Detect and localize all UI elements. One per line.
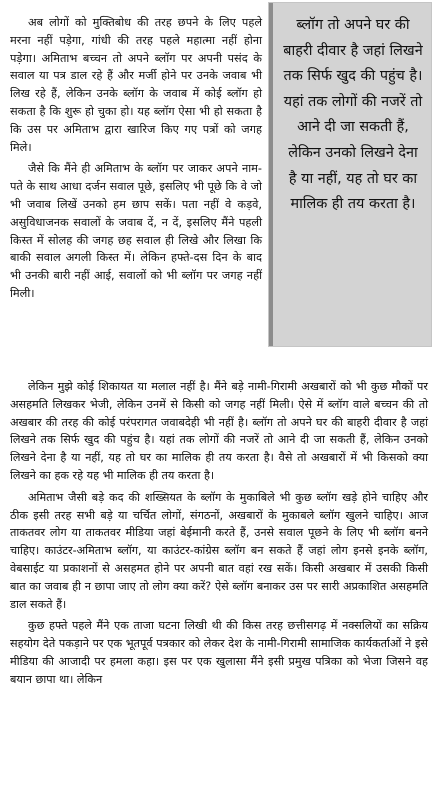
article-body-full-width — [10, 378, 428, 689]
paragraph-2: जैसे कि मैंने ही अमिताभ के ब्लॉग पर जाकर अपने नाम-पते के साथ आधा दर्जन सवाल पूछे, इसलिए भी पूछे कि वे जो भी जवाब लिखें उनको हम छाप सकें। पता नहीं वे कड़वे, असुविधाजनक सवालों के जवाब दें, न दें, इसलिए मैंने पहली किस्त में सोलह की जगह छह सवाल ही लिखे और लिखा कि बाकी सवाल अगली किस्त में। लेकिन हफ्ते-दस दिन के बाद भी उनकी बारी नहीं आई, सवालों को भी ब्लॉग पर जगह नहीं मिली। — [10, 162, 262, 300]
pullquote-box — [268, 2, 432, 347]
pullquote-accent-bar — [269, 3, 273, 346]
article-column — [10, 14, 262, 303]
pullquote-text: ब्लॉग तो अपने घर की बाहरी दीवार है जहां लिखने तक सिर्फ खुद की पहुंच है। यहां तक लोगों की नजरें तो आने दी जा सकती हैं, लेकिन उनको लिखने देना है या नहीं, यह तो घर का मालिक ही तय करता है। — [283, 17, 423, 213]
paragraph-3: लेकिन मुझे कोई शिकायत या मलाल नहीं है। मैंने बड़े नामी-गिरामी अखबारों को भी कुछ मौकों पर असहमति लिखकर भेजी, लेकिन उनमें से किसी को जगह नहीं मिली। ऐसे में ब्लॉग वाले बच्चन की तो अखबार की तरह की कोई परंपरागत जवाबदेही भी नहीं है। ब्लॉग तो अपने घर की बाहरी दीवार है जहां लिखने तक सिर्फ खुद की पहुंच है। यहां तक लोगों की नजरें तो आने दी जा सकती हैं, लेकिन उनको लिखने देना है या नहीं, यह तो घर का मालिक ही तय करता है। वैसे तो अखबारों में भी किसको क्या लिखने का हक रहे यह भी मालिक ही तय करता है। — [10, 380, 428, 482]
paragraph-1: अब लोगों को मुक्तिबोध की तरह छपने के लिए पहले मरना नहीं पड़ेगा, गांधी की तरह पहले महात्मा नहीं होना पड़ेगा। अमिताभ बच्चन तो अपने ब्लॉग पर अपनी पसंद के सवाल या पत्र डाल रहे हैं और मर्जी होने पर उनके जवाब भी लिख रहे हैं, लेकिन उनके ब्लॉग के जवाब में कोई ब्लॉग हो सकता है कि शुरू हो चुका हो। यह ब्लॉग ऐसा भी हो सकता है कि उस पर अमिताभ द्वारा खारिज किए गए पत्रों को जगह मिले। — [10, 16, 262, 154]
paragraph-4: अमिताभ जैसी बड़े कद की शख्सियत के ब्लॉग के मुकाबिले भी कुछ ब्लॉग खड़े होने चाहिए और ठीक इसी तरह सभी बड़े या चर्चित लोगों, संगठनों, अखबारों के मुकाबले ब्लॉग खुलने चाहिए। आज ताकतवर लोग या ताकतवर मीडिया जहां बेईमानी करते हैं, उनसे सवाल पूछने के लिए भी ब्लॉग बनने चाहिए। काउंटर-अमिताभ ब्लॉग, या काउंटर-कांग्रेस ब्लॉग बन सकते हैं जहां लोग इनसे इनके ब्लॉग, वेबसाईट या प्रकाशनों से असहमत होने पर अपनी बात वहां रख सकें। किसी अखबार में उसकी किसी बात का जवाब ही न छापा जाए तो लोग क्या करें? ऐसे ब्लॉग बनाकर उस पर सारी अप्रकाशित असहमति डाल सकते हैं। — [10, 490, 428, 611]
paragraph-5: कुछ हफ्ते पहले मैंने एक ताजा घटना लिखी थी की किस तरह छत्तीसगढ़ में नक्सलियों का सक्रिय सहयोग देते पकड़ाने पर एक भूतपूर्व पत्रकार को लेकर देश के नामी-गिरामी सामाजिक कार्यकर्ताओं ने इसे मीडिया की आजादी पर हमला कहा। इस पर एक खुलासा मैंने इसी प्रमुख पत्रिका को भेजा जिसने वह बयान छापा था। लेकिन — [10, 619, 428, 686]
